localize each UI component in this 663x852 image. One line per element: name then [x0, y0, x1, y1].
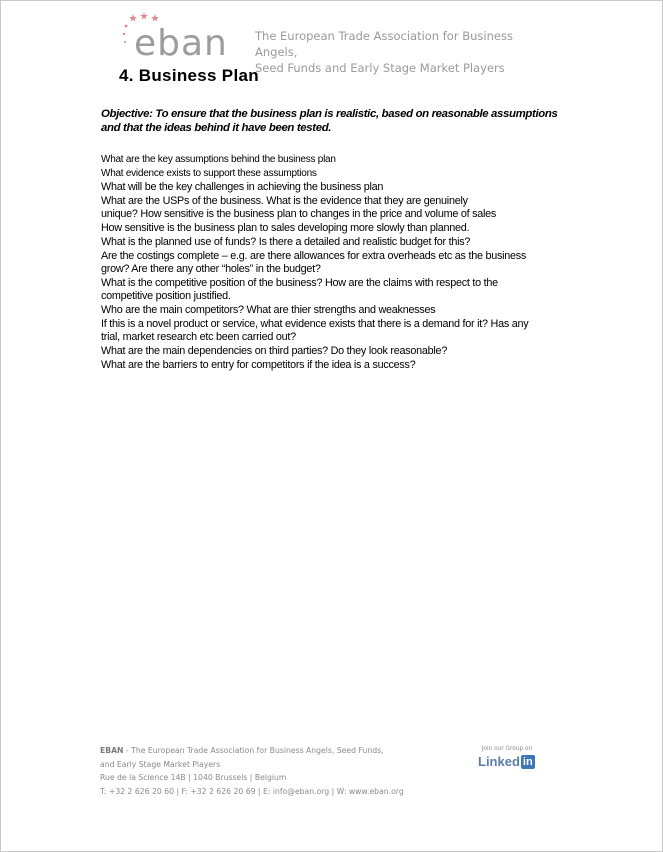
eban-logo — [120, 12, 240, 62]
linkedin-icon[interactable] — [478, 754, 548, 769]
linkedin-in-box: in — [522, 755, 533, 768]
footer — [100, 744, 430, 798]
footer-line-1-rest: - The European Trade Association for Business Angels, Seed Funds, — [123, 746, 384, 755]
section-heading: 4. Business Plan — [119, 66, 259, 85]
header-tagline — [255, 28, 555, 76]
tagline-line-2: Seed Funds and Early Stage Market Players — [255, 61, 505, 75]
question-item: What are the USPs of the business. What is the evidence that they are genuinely unique? How sensitive is the business plan to changes in the price and volume of sales — [101, 195, 497, 220]
question-item: If this is a novel product or service, what evidence exists that there is a demand for it? Has any trial, market research etc been carried out? — [101, 318, 529, 343]
footer-contact[interactable]: T: +32 2 626 20 60 | F: +32 2 626 20 69 | E: info@eban.org | W: www.eban.org — [100, 786, 404, 796]
footer-line-1 — [100, 744, 430, 758]
question-item: What are the barriers to entry for competitors if the idea is a success? — [101, 359, 416, 371]
question-item: What is the planned use of funds? Is there a detailed and realistic budget for this? — [101, 236, 471, 248]
linkedin-group-link[interactable] — [478, 746, 548, 769]
objective-text: Objective: To ensure that the business plan is realistic, based on reasonable assumptions and that the ideas behind it have been tested. — [101, 108, 558, 134]
footer-org-name: EBAN — [100, 746, 124, 755]
question-item: What is the competitive position of the business? How are the claims with respect to the competitive position justified. — [101, 277, 498, 302]
linkedin-caption: Join our Group on — [481, 746, 533, 752]
question-item: Are the costings complete – e.g. are there allowances for extra overheads etc as the business grow? Are there any other “holes” in the budget? — [101, 250, 527, 275]
question-item: What evidence exists to support these assumptions — [101, 168, 317, 179]
question-item: Who are the main competitors? What are thier strengths and weaknesses — [101, 304, 436, 316]
linkedin-word: Linked — [478, 754, 520, 769]
question-item: What will be the key challenges in achieving the business plan — [101, 181, 384, 193]
footer-address: Rue de la Science 14B | 1040 Brussels | Belgium — [100, 773, 287, 782]
tagline-line-1: The European Trade Association for Business Angels, — [255, 29, 513, 59]
question-item: How sensitive is the business plan to sales developing more slowly than planned. — [101, 222, 470, 234]
logo-text: eban — [134, 23, 228, 64]
question-list — [101, 153, 571, 373]
question-item: What are the key assumptions behind the business plan — [101, 154, 336, 165]
question-item: What are the main dependencies on third parties? Do they look reasonable? — [101, 345, 448, 357]
footer-line-2: and Early Stage Market Players — [100, 759, 221, 769]
